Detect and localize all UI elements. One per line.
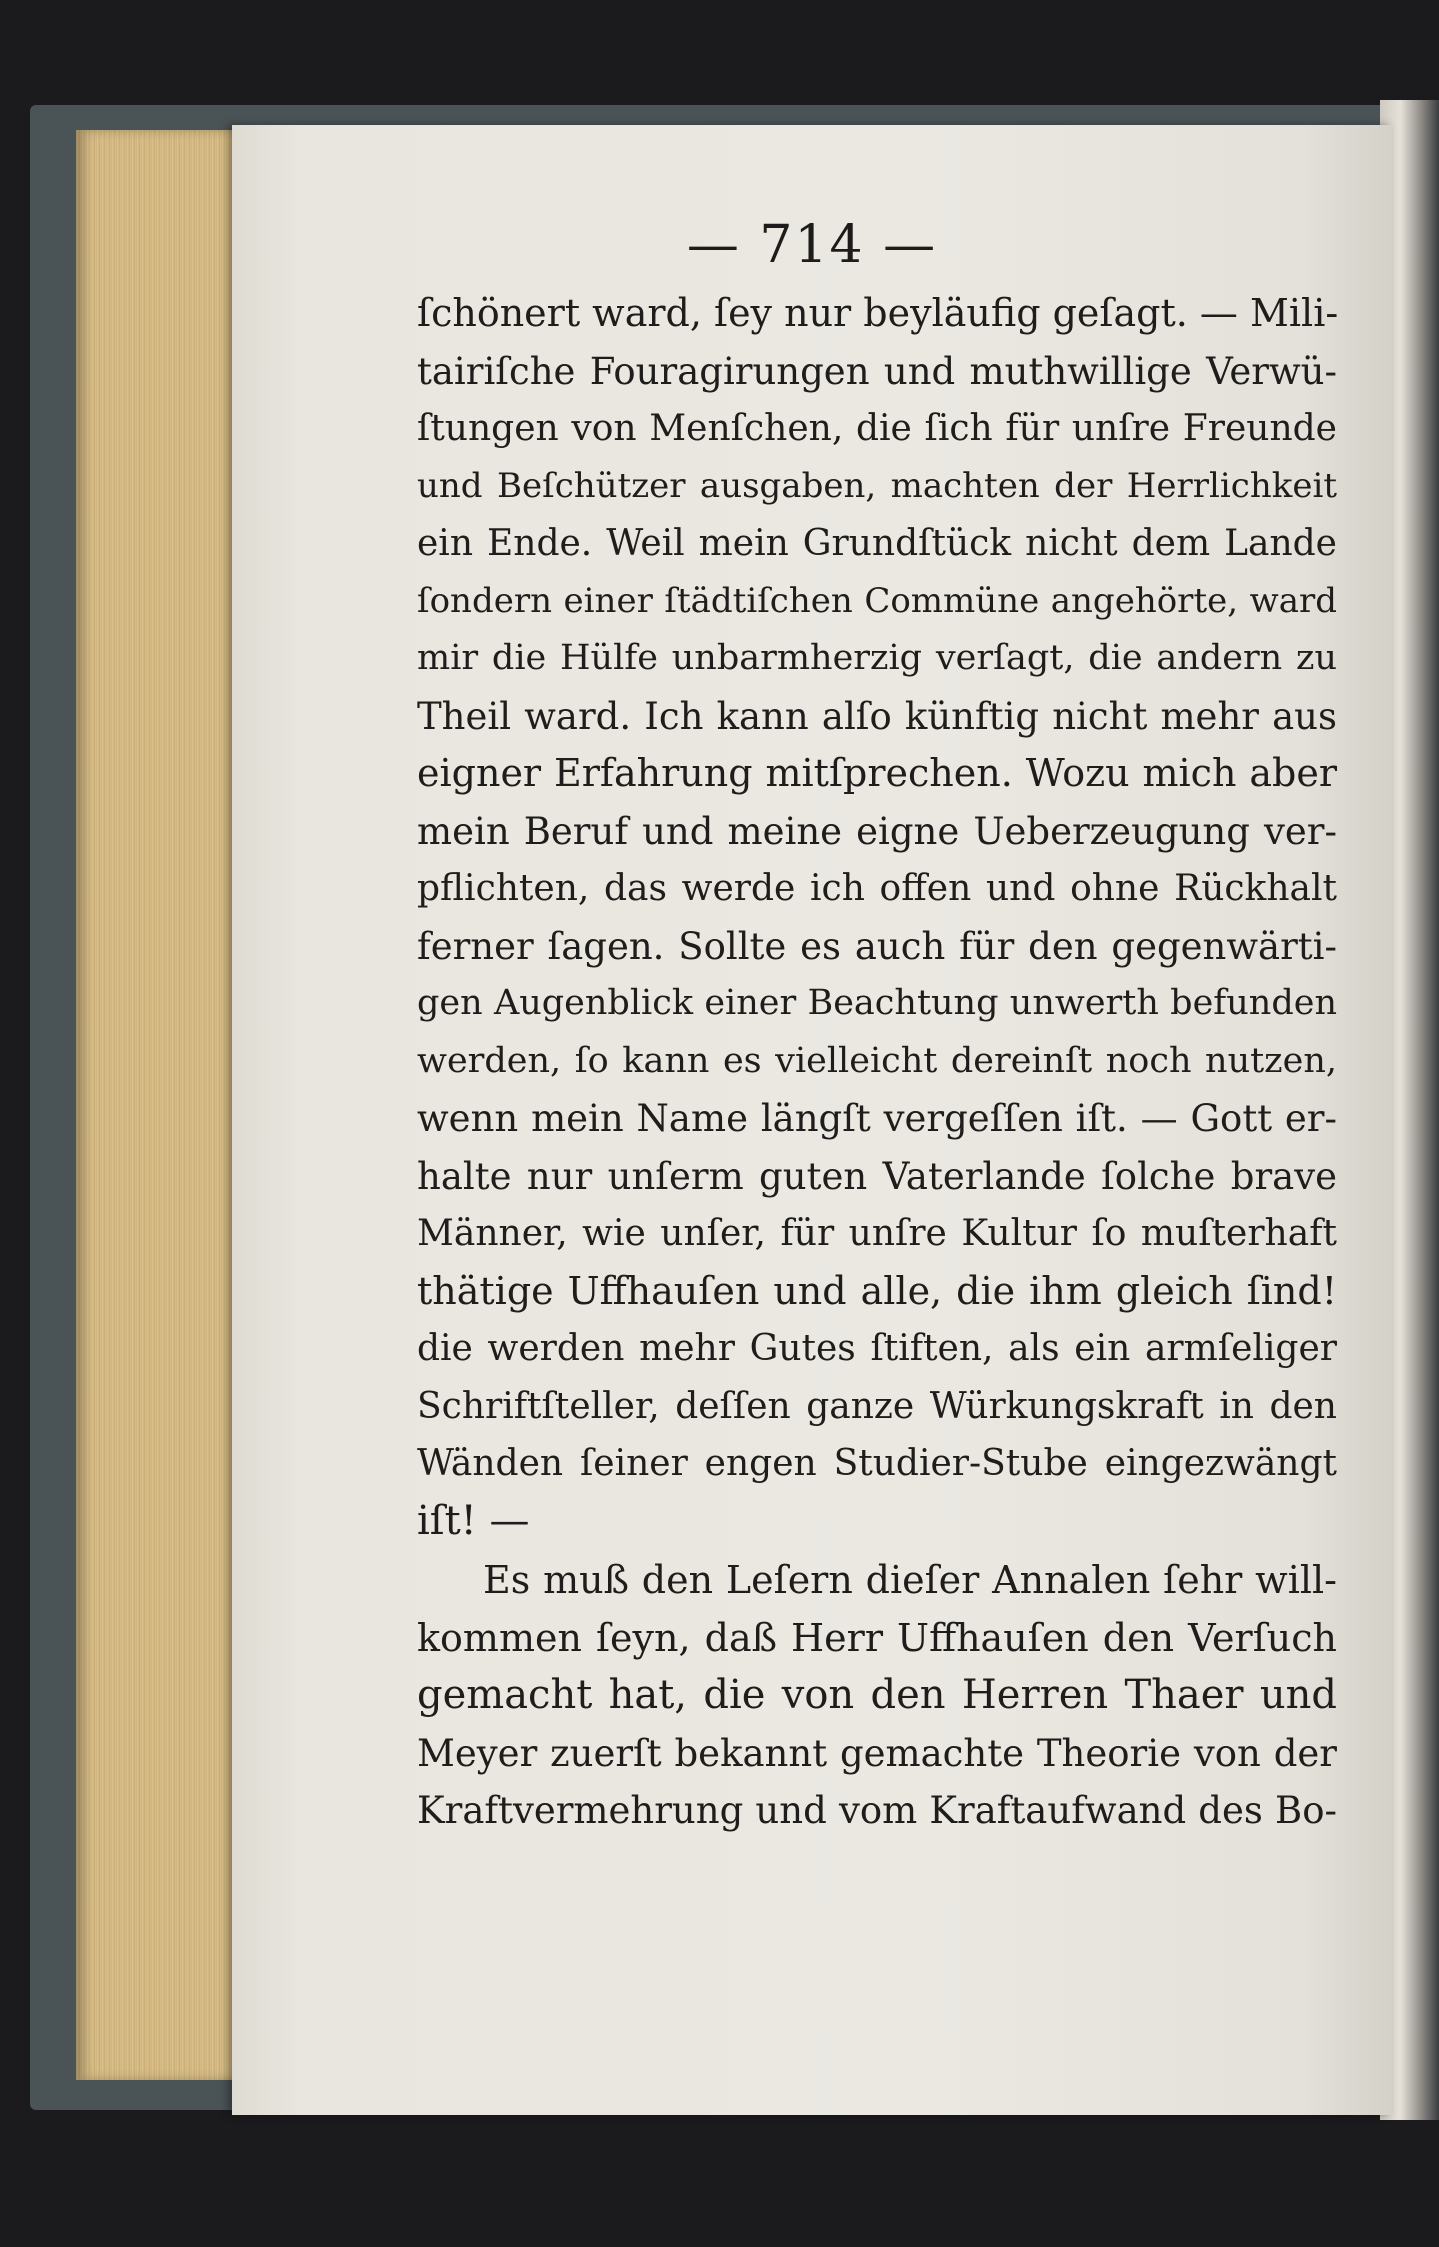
text-line: ferner ſagen. Sollte es auch für den gegenwärti-: [417, 924, 1337, 968]
text-line: thätige Uffhauſen und alle, die ihm gleich ſind!: [417, 1268, 1337, 1313]
text-line: die werden mehr Gutes ſtiften, als ein armſeliger: [417, 1328, 1337, 1369]
text-line: gen Augenblick einer Beachtung unwerth befunden: [417, 983, 1337, 1023]
book-page: [232, 125, 1392, 2115]
text-line: Meyer zuerſt bekannt gemachte Theorie von der: [417, 1731, 1337, 1775]
text-line: ein Ende. Weil mein Grundſtück nicht dem Lande: [417, 523, 1337, 564]
paragraph-2: [417, 1552, 1337, 1840]
text-line: halte nur unſerm guten Vaterlande ſolche brave: [417, 1154, 1337, 1198]
text-line: tairiſche Fouragirungen und muthwillige Verwü-: [417, 349, 1337, 393]
text-line: werden, ſo kann es vielleicht dereinſt noch nutzen,: [417, 1040, 1337, 1081]
text-line: ſtungen von Menſchen, die ſich für unſre Freunde: [417, 408, 1337, 449]
text-line: pflichten, das werde ich offen und ohne Rückhalt: [417, 868, 1337, 909]
page-text: [417, 285, 1337, 1840]
text-line: kommen ſeyn, daß Herr Uffhauſen den Verſuch: [417, 1615, 1337, 1660]
text-line: Wänden ſeiner engen Studier-Stube eingezwängt: [417, 1443, 1337, 1484]
text-line: mir die Hülfe unbarmherzig verſagt, die andern zu: [417, 638, 1337, 678]
page-number: — 714 —: [686, 215, 938, 275]
text-line: ſchönert ward, ſey nur beyläufig geſagt. — Mili-: [417, 291, 1339, 335]
text-line: Kraftvermehrung und vom Kraftaufwand des Bo-: [417, 1789, 1337, 1832]
page-edges: [76, 130, 238, 2080]
text-line: Schriftſteller, deſſen ganze Würkungskraft in den: [417, 1385, 1337, 1427]
text-line: mein Beruf und meine eigne Ueberzeugung ver-: [417, 809, 1337, 853]
text-line: eigner Erfahrung mitſprechen. Wozu mich aber: [417, 751, 1337, 795]
text-line: wenn mein Name längſt vergeſſen iſt. — Gott er-: [417, 1097, 1337, 1140]
text-line: ſondern einer ſtädtiſchen Commüne angehörte, ward: [417, 580, 1337, 621]
text-line: Es muß den Leſern dieſer Annalen ſehr will-: [483, 1558, 1337, 1602]
text-line: Männer, wie unſer, für unſre Kultur ſo muſterhaft: [417, 1213, 1337, 1254]
text-line: iſt! —: [417, 1497, 530, 1544]
text-line: Theil ward. Ich kann alſo künftig nicht mehr aus: [417, 694, 1337, 738]
paragraph-1: [417, 285, 1337, 1550]
text-line: und Beſchützer ausgaben, machten der Herrlichkeit: [417, 465, 1337, 506]
text-line: gemacht hat, die von den Herren Thaer und: [417, 1672, 1337, 1718]
